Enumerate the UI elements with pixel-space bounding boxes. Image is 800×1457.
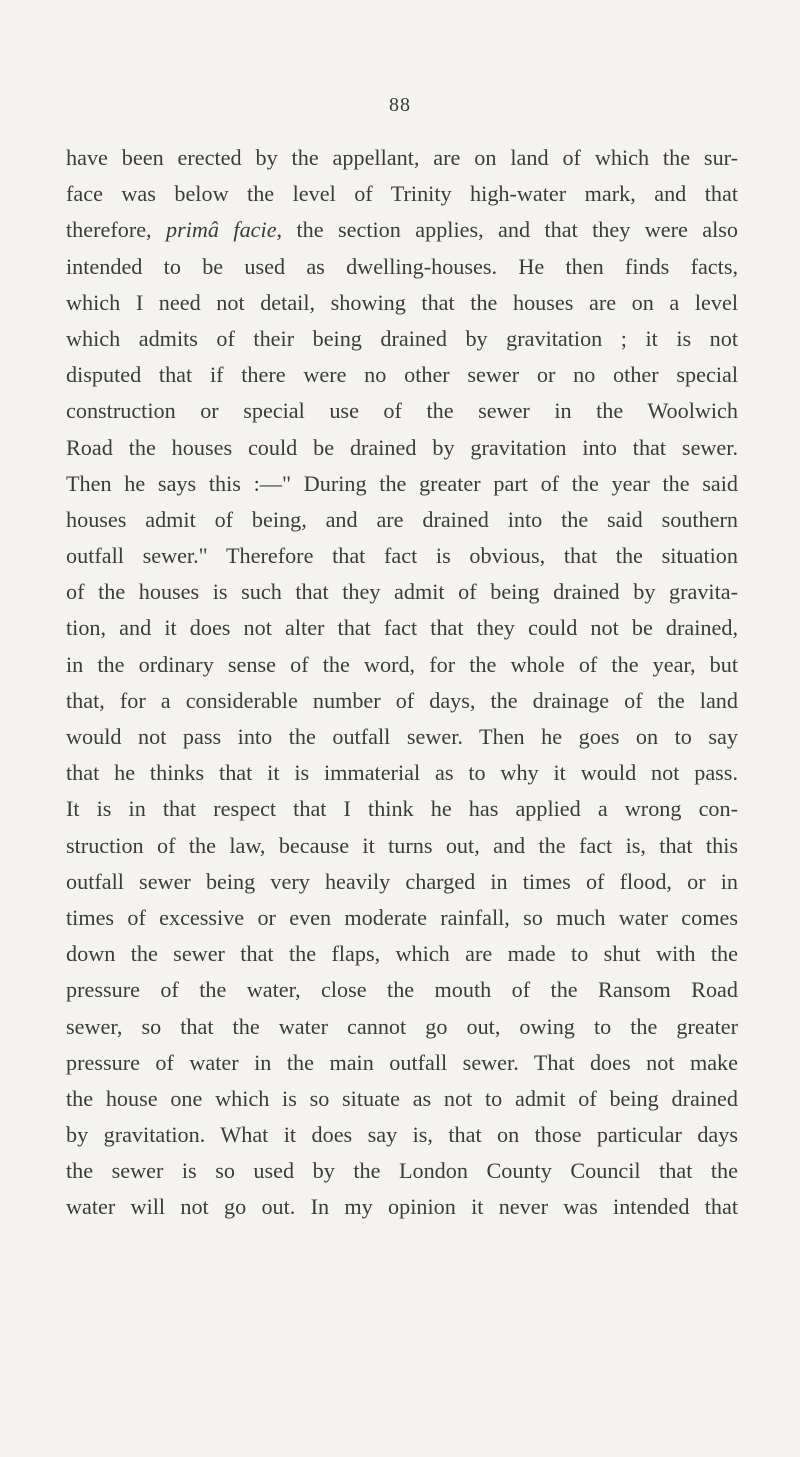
text-line: Then he says this :—" During the greater part of the year the said (66, 470, 738, 496)
text-line: It is in that respect that I think he has applied a wrong con- (66, 796, 738, 822)
text-line: that, for a considerable number of days, the drainage of the land (66, 687, 738, 713)
text-line: the house one which is so situate as not to admit of being drained (66, 1085, 738, 1111)
text-line: that he thinks that it is immaterial as to why it would not pass. (66, 760, 738, 786)
text-line: outfall sewer." Therefore that fact is obvious, that the situation (66, 543, 738, 569)
text-line: which admits of their being drained by gravitation ; it is not (66, 325, 738, 351)
text-line: of the houses is such that they admit of being drained by gravita- (66, 579, 738, 605)
text-line: Road the houses could be drained by gravitation into that sewer. (66, 434, 738, 460)
text-line: construction or special use of the sewer in the Woolwich (66, 398, 738, 424)
text-line: intended to be used as dwelling-houses. He then finds facts, (66, 253, 738, 279)
italic-phrase: primâ facie (166, 217, 277, 243)
text-line: the sewer is so used by the London County Council that the (66, 1158, 738, 1184)
text-line: in the ordinary sense of the word, for the whole of the year, but (66, 651, 738, 677)
text-segment: therefore, (66, 217, 167, 243)
text-line: tion, and it does not alter that fact that they could not be drained, (66, 615, 738, 641)
text-line: pressure of the water, close the mouth of the Ransom Road (66, 977, 738, 1003)
text-line: which I need not detail, showing that the houses are on a level (66, 289, 738, 315)
text-line: pressure of water in the main outfall sewer. That does not make (66, 1049, 738, 1075)
text-line: face was below the level of Trinity high-water mark, and that (66, 181, 738, 207)
text-line: times of excessive or even moderate rainfall, so much water comes (66, 904, 738, 930)
text-line: would not pass into the outfall sewer. Then he goes on to say (66, 724, 738, 749)
text-segment: , the section applies, and that they were also (276, 217, 738, 243)
text-line: by gravitation. What it does say is, that on those particular days (66, 1122, 738, 1148)
text-line: down the sewer that the flaps, which are made to shut with the (66, 941, 738, 967)
text-line: sewer, so that the water cannot go out, owing to the greater (66, 1013, 738, 1039)
text-line: outfall sewer being very heavily charged in times of flood, or in (66, 868, 738, 894)
page-number: 88 (389, 94, 411, 116)
text-line-with-italic (66, 212, 738, 248)
text-line: struction of the law, because it turns out, and the fact is, that this (66, 832, 738, 858)
text-line: houses admit of being, and are drained into the said southern (66, 506, 738, 532)
text-line: disputed that if there were no other sewer or no other special (66, 362, 738, 388)
text-line: have been erected by the appellant, are on land of which the sur- (66, 145, 738, 170)
text-line: water will not go out. In my opinion it never was intended that (66, 1194, 738, 1220)
body-text (66, 140, 738, 1226)
